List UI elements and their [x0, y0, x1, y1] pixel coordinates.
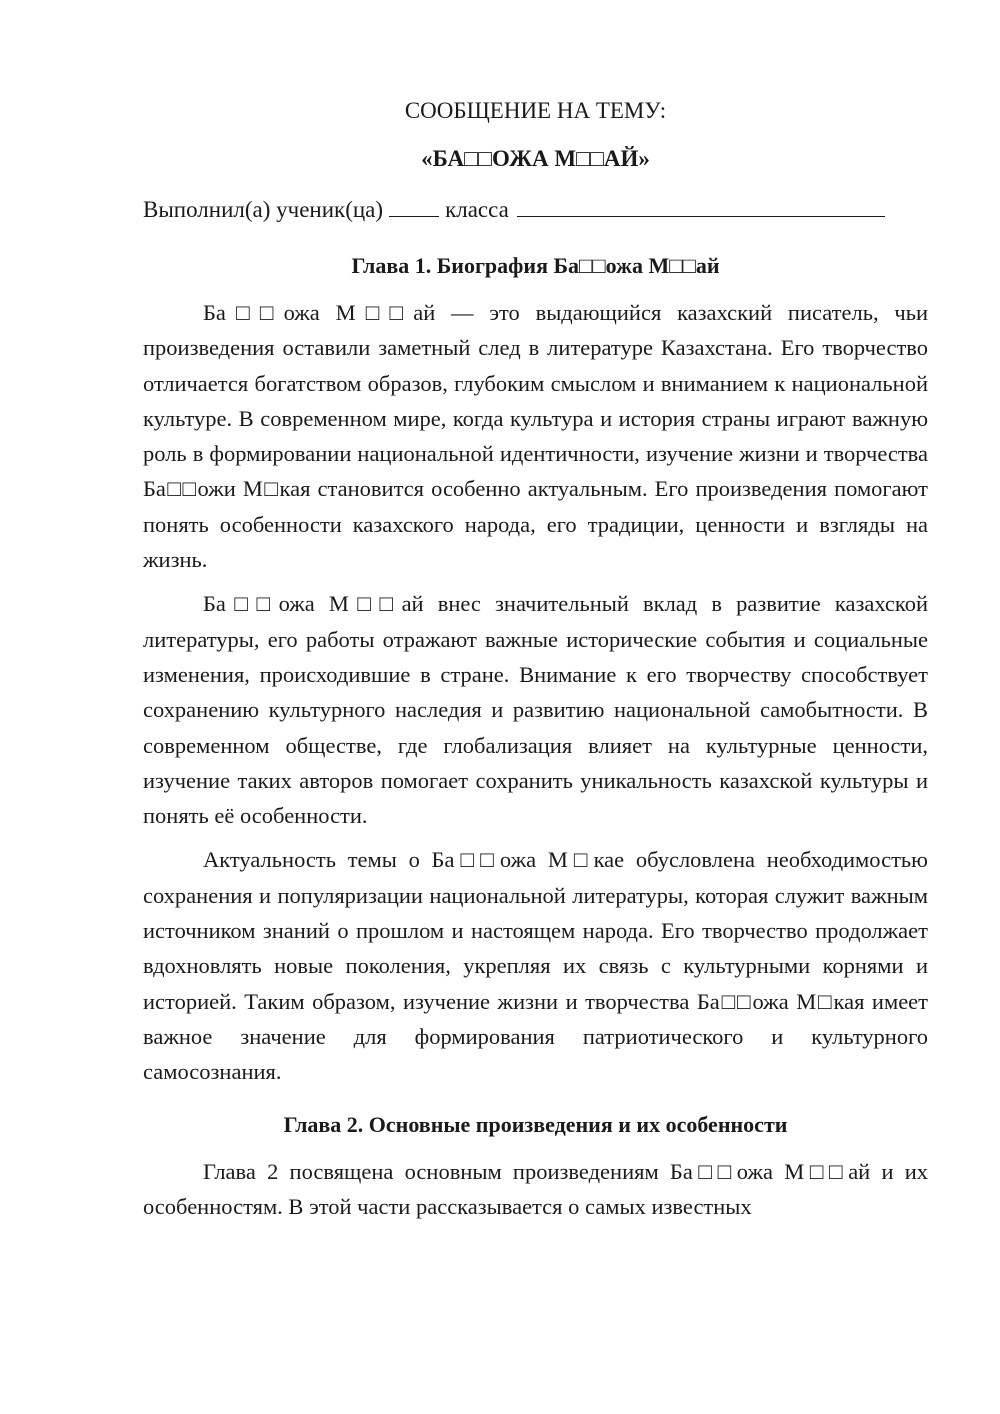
author-line: [143, 191, 928, 229]
document-title: СООБЩЕНИЕ НА ТЕМУ:: [404, 98, 667, 123]
grade-blank: [389, 196, 439, 217]
class-label: класса: [445, 197, 509, 222]
chapter-1-paragraph: Актуальность темы о Ба□□ожа М□кае обусловлена необходимостью сохранения и популяризации национальной литературы, которая служит важным источником знаний о прошлом и настоящем народа. Его творчество продолжает вдохновлять новые поколения, укрепляя их связь с культурными корнями и историей. Таким образом, изучение жизни и творчества Ба□□ожа М□кая имеет важное значение для формирования патриотического и культурного самосознания.: [143, 847, 928, 1085]
chapter-2-heading: Глава 2. Основные произведения и их особенности: [283, 1111, 788, 1137]
performed-by-label: Выполнил(а) ученик(ца): [143, 197, 384, 222]
student-name-blank: [517, 196, 885, 217]
document-content: [143, 92, 928, 1224]
chapter-1-paragraph: Ба□□ожа М□□ай — это выдающийся казахский писатель, чьи произведения оставили заметный след в литературе Казахстана. Его творчество отличается богатством образов, глубоким смыслом и вниманием к национальной культуре. В современном мире, когда культура и история страны играют важную роль в формировании национальной идентичности, изучение жизни и творчества Ба□□ожи М□кая становится особенно актуальным. Его произведения помогают понять особенности казахского народа, его традиции, ценности и взгляды на жизнь.: [143, 300, 928, 573]
document-subject: «БА□□ОЖА М□□АЙ»: [421, 146, 650, 171]
chapter-1-paragraph: Ба□□ожа М□□ай внес значительный вклад в развитие казахской литературы, его работы отражают важные исторические события и социальные изменения, происходившие в стране. Внимание к его творчеству способствует сохранению культурного наследия и развитию национальной самобытности. В современном обществе, где глобализация влияет на культурные ценности, изучение таких авторов помогает сохранить уникальность казахской культуры и понять её особенности.: [143, 591, 928, 829]
chapter-1-heading: Глава 1. Биография Ба□□ожа М□□ай: [351, 253, 720, 278]
chapter-2-paragraph: Глава 2 посвящена основным произведениям Ба□□ожа М□□ай и их особенностям. В этой части рассказывается о самых известных: [143, 1158, 928, 1219]
